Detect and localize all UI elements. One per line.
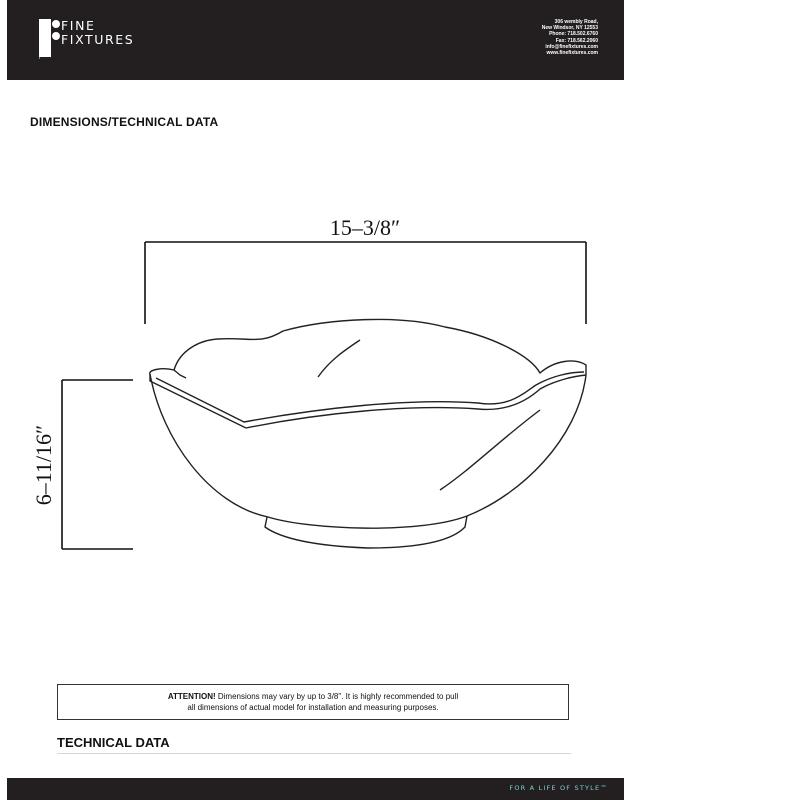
address-line-2: New Windsor, NY 12553	[541, 25, 598, 32]
slogan-text: FOR A LIFE OF STYLE™	[509, 784, 608, 792]
width-dimension-label: 15–3/8″	[329, 215, 401, 240]
brand-line-2: FIXTURES	[61, 32, 135, 47]
height-dimension-line	[62, 380, 133, 549]
address-line-1: 306 wembly Road,	[554, 19, 598, 25]
brand-line-1: FINE	[61, 18, 96, 33]
attention-text-2: all dimensions of actual model for installation and measuring purposes.	[187, 703, 439, 712]
width-dimension-line	[145, 242, 586, 324]
bowl-outline	[150, 319, 586, 548]
section-title: DIMENSIONS/TECHNICAL DATA	[30, 115, 219, 129]
attention-notice	[57, 684, 569, 720]
attention-text-1: Dimensions may vary by up to 3/8". It is highly recommended to pull	[215, 692, 459, 701]
technical-data-title: TECHNICAL DATA	[57, 735, 170, 750]
height-dimension-label: 6–11/16″	[31, 424, 56, 506]
divider	[57, 753, 571, 754]
website-link[interactable]: www.finefixtures.com	[546, 50, 598, 57]
footer-bar	[7, 778, 624, 800]
attention-label: ATTENTION!	[167, 692, 216, 701]
phone-text: Phone: 718.502.6760	[549, 31, 598, 38]
fax-text: Fax: 718.562.2060	[555, 37, 598, 44]
email-link[interactable]: info@finefixtures.com	[545, 43, 598, 50]
